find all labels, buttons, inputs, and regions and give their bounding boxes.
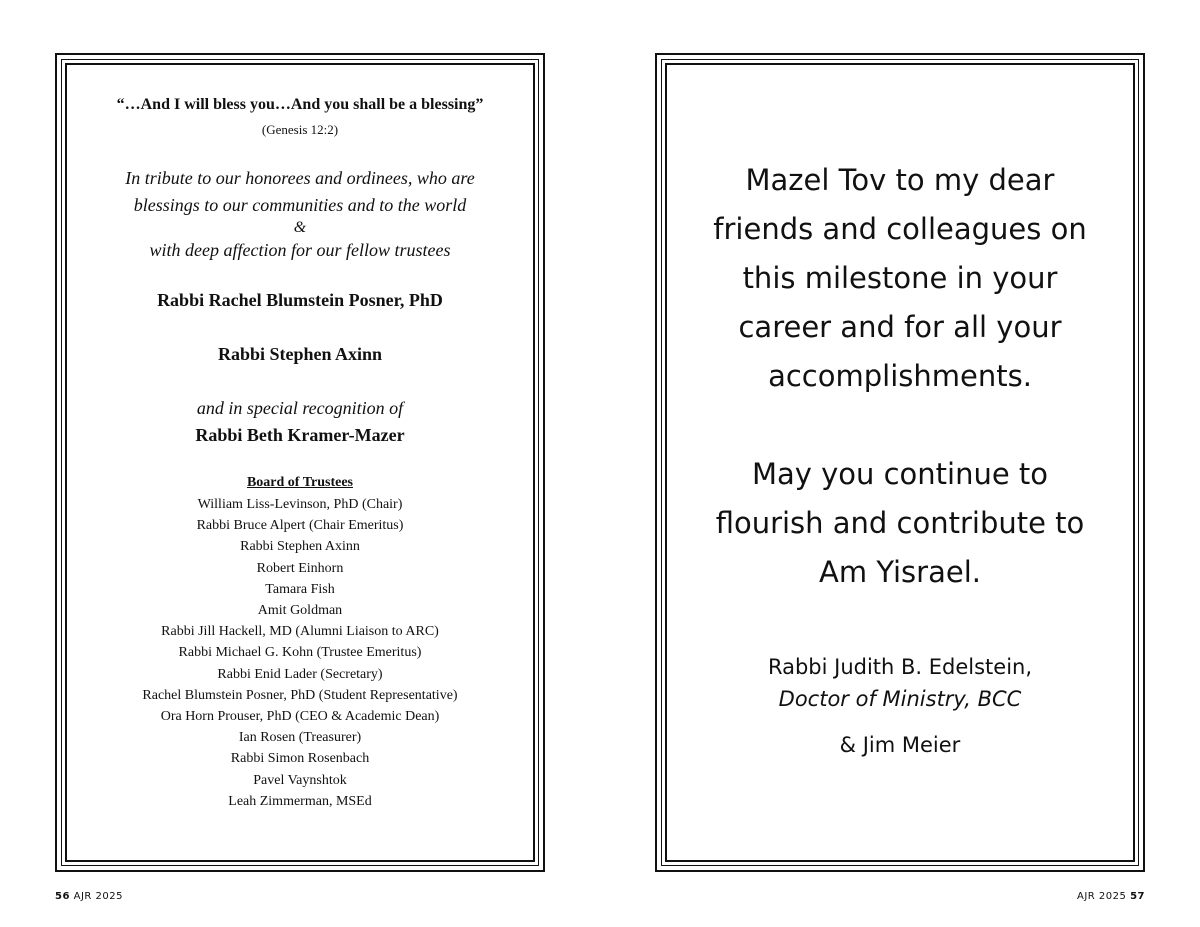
recognition-intro: and in special recognition of [196, 398, 404, 418]
board-member: Rabbi Simon Rosenbach [230, 751, 370, 767]
tribute-text [57, 165, 543, 264]
tribute-line: with deep affection for our fellow trustees [149, 240, 451, 260]
honoree-name: Rabbi Stephen Axinn [217, 344, 383, 364]
board-members-list [57, 494, 543, 812]
message-line: accomplishments. [768, 359, 1032, 393]
tribute-line: In tribute to our honorees and ordinees, who are [125, 168, 475, 188]
message-line: May you continue to [751, 457, 1049, 491]
left-page-content [57, 94, 543, 812]
board-member: Rabbi Michael G. Kohn (Trustee Emeritus) [178, 645, 422, 661]
left-page-frame [55, 53, 545, 872]
signer-title: Doctor of Ministry, BCC [778, 687, 1022, 711]
right-page-content [657, 156, 1143, 761]
board-member: Rabbi Jill Hackell, MD (Alumni Liaison to ARC) [161, 624, 439, 640]
message-line: Mazel Tov to my dear [745, 163, 1055, 197]
board-member: William Liss-Levinson, PhD (Chair) [197, 497, 403, 512]
congratulations-message [657, 156, 1143, 401]
wish-message [657, 450, 1143, 597]
board-member: Rabbi Stephen Axinn [240, 539, 360, 555]
cosigner-name: & Jim Meier [839, 733, 961, 757]
board-member: Rabbi Bruce Alpert (Chair Emeritus) [196, 518, 404, 534]
right-page-footer [1077, 891, 1145, 902]
special-honoree-name: Rabbi Beth Kramer-Mazer [195, 425, 405, 445]
message-line: friends and colleagues on [713, 212, 1087, 246]
message-line: Am Yisrael. [819, 555, 981, 589]
board-member: Leah Zimmerman, MSEd [228, 793, 372, 809]
message-line: flourish and contribute to [715, 506, 1085, 540]
board-member: Ora Horn Prouser, PhD (CEO & Academic Dean) [160, 709, 440, 725]
honoree-name: Rabbi Rachel Blumstein Posner, PhD [157, 290, 443, 310]
message-line: this milestone in your [742, 261, 1058, 295]
tribute-ampersand: & [293, 219, 307, 236]
board-member: Rabbi Enid Lader (Secretary) [217, 666, 383, 682]
board-member: Robert Einhorn [256, 560, 344, 576]
signer-name: Rabbi Judith B. Edelstein, [767, 655, 1033, 679]
board-member: Ian Rosen (Treasurer) [238, 730, 362, 746]
board-member: Amit Goldman [257, 603, 343, 619]
board-member: Pavel Vaynshtok [253, 772, 347, 788]
board-member: Rachel Blumstein Posner, PhD (Student Representative) [142, 687, 458, 703]
tribute-line: blessings to our communities and to the world [133, 195, 467, 215]
publication-name: AJR 2025 [73, 891, 123, 902]
left-page-footer [55, 891, 123, 902]
board-member: Tamara Fish [265, 581, 335, 597]
publication-name: AJR 2025 [1077, 891, 1127, 902]
right-page-frame [655, 53, 1145, 872]
message-line: career and for all your [738, 310, 1062, 344]
blessing-quote: “…And I will bless you…And you shall be a blessing” [116, 96, 484, 113]
board-heading: Board of Trustees [246, 475, 354, 490]
page-number: 56 [55, 891, 70, 902]
page-number: 57 [1130, 891, 1145, 902]
quote-citation: (Genesis 12:2) [261, 122, 339, 137]
